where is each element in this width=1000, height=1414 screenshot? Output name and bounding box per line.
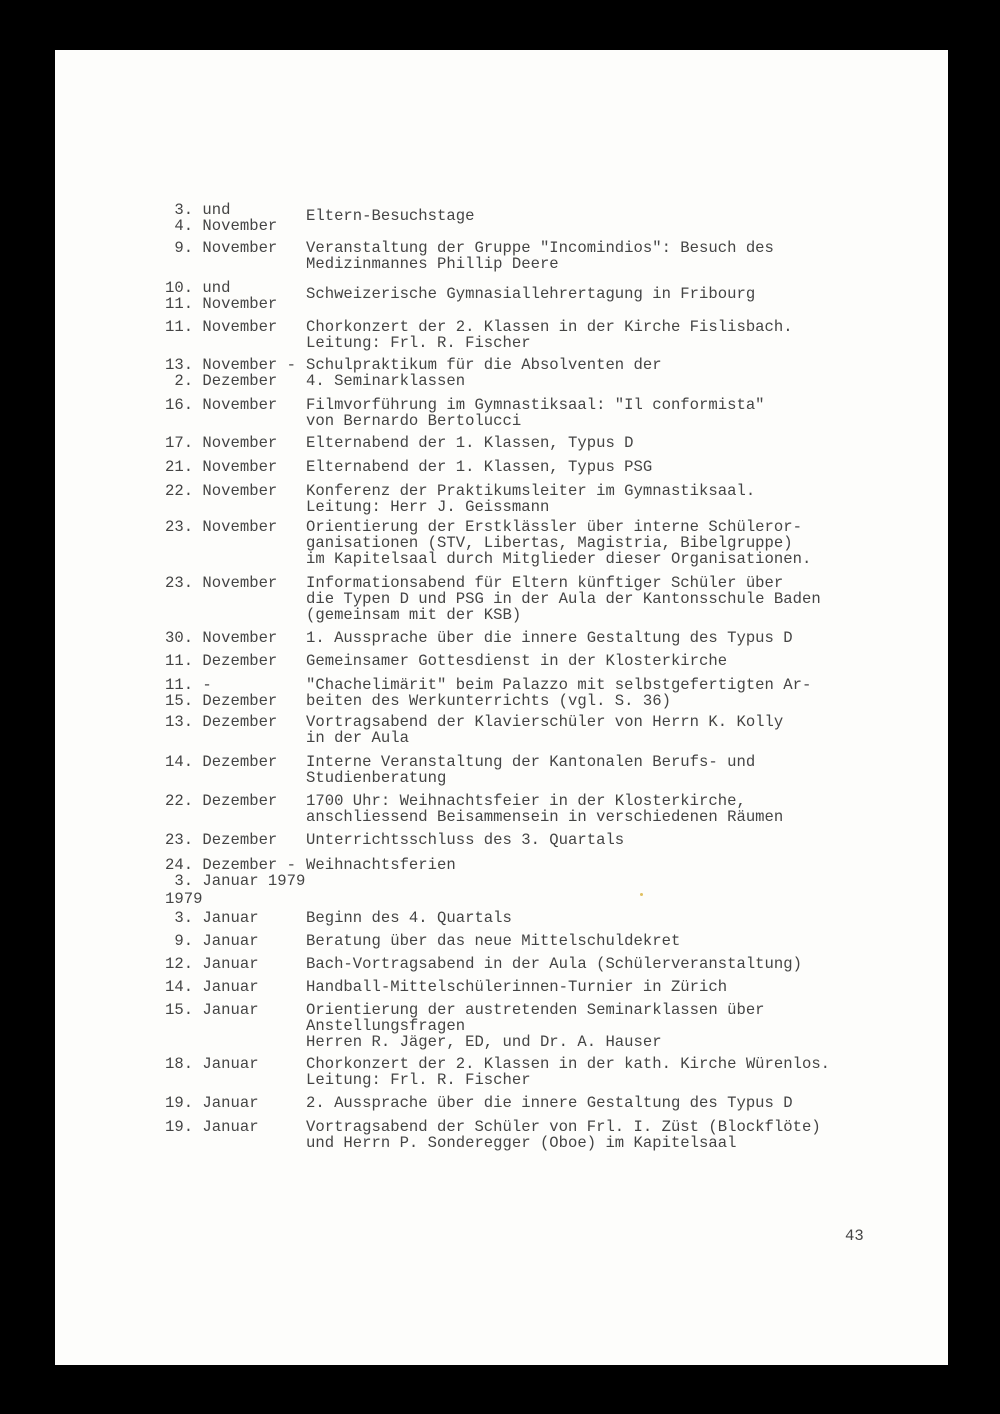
event-description-line: Bach-Vortragsabend in der Aula (Schülerveranstaltung) xyxy=(306,955,802,973)
event-date-line: 17. November xyxy=(165,434,278,452)
event-description xyxy=(306,240,774,272)
year-heading: 1979 xyxy=(165,890,203,908)
event-date xyxy=(165,933,259,949)
document-page xyxy=(55,50,948,1365)
event-date-line: 23. Dezember xyxy=(165,831,278,849)
event-description-line: Leitung: Frl. R. Fischer xyxy=(306,334,531,352)
event-description xyxy=(306,483,755,515)
event-description xyxy=(306,435,634,451)
event-date xyxy=(165,793,277,809)
event-date xyxy=(165,280,277,312)
event-date xyxy=(165,240,277,256)
event-date xyxy=(165,459,277,475)
event-description-line: von Bernardo Bertolucci xyxy=(306,412,522,430)
event-description xyxy=(306,1095,793,1111)
event-description-line: Beginn des 4. Quartals xyxy=(306,909,512,927)
event-date-line: 23. November xyxy=(165,574,278,592)
event-date-line: 12. Januar xyxy=(165,955,259,973)
event-date-line: 3. und xyxy=(165,201,231,219)
event-description-line: Schweizerische Gymnasiallehrertagung in Fribourg xyxy=(306,285,756,303)
event-date xyxy=(165,1002,259,1018)
event-date xyxy=(165,910,259,926)
event-date-line: 16. November xyxy=(165,396,278,414)
event-description-line: Filmvorführung im Gymnastiksaal: "Il conformista" xyxy=(306,396,765,414)
event-description xyxy=(306,677,811,709)
event-description xyxy=(306,459,652,475)
event-date xyxy=(165,483,277,499)
event-description xyxy=(306,208,474,224)
event-description xyxy=(306,519,811,567)
event-date-line: 3. Januar xyxy=(165,909,259,927)
event-description xyxy=(306,857,456,873)
event-date xyxy=(165,979,259,995)
event-date xyxy=(165,857,305,889)
event-description-line: 4. Seminarklassen xyxy=(306,372,466,390)
event-date-line: 14. Dezember xyxy=(165,753,278,771)
event-date xyxy=(165,575,277,591)
event-description xyxy=(306,714,783,746)
event-date xyxy=(165,956,259,972)
event-description-line: Orientierung der austretenden Seminarklassen über xyxy=(306,1001,765,1019)
event-description xyxy=(306,653,727,669)
event-description xyxy=(306,630,793,646)
event-description-line: die Typen D und PSG in der Aula der Kantonsschule Baden xyxy=(306,590,821,608)
event-description-line: Beratung über das neue Mittelschuldekret xyxy=(306,932,681,950)
event-date xyxy=(165,754,277,770)
event-description-line: Konferenz der Praktikumsleiter im Gymnastiksaal. xyxy=(306,482,756,500)
event-description-line: Orientierung der Erstklässler über interne Schüleror- xyxy=(306,518,802,536)
event-date-line: 18. Januar xyxy=(165,1055,259,1073)
event-description-line: 1. Aussprache über die innere Gestaltung des Typus D xyxy=(306,629,793,647)
event-description-line: Interne Veranstaltung der Kantonalen Berufs- und xyxy=(306,753,756,771)
event-date-line: 9. Januar xyxy=(165,932,259,950)
page-number: 43 xyxy=(845,1227,864,1245)
event-date-line: 11. November xyxy=(165,295,278,313)
event-description-line: Handball-Mittelschülerinnen-Turnier in Zürich xyxy=(306,978,728,996)
event-date xyxy=(165,832,277,848)
event-description-line: Elternabend der 1. Klassen, Typus D xyxy=(306,434,634,452)
event-date-line: 2. Dezember xyxy=(165,372,278,390)
event-date-line: 11. Dezember xyxy=(165,652,278,670)
event-date-line: 13. November - xyxy=(165,356,297,374)
event-date xyxy=(165,653,277,669)
event-date-line: 30. November xyxy=(165,629,278,647)
event-date-line: 9. November xyxy=(165,239,278,257)
event-date-line: 4. November xyxy=(165,217,278,235)
event-description xyxy=(306,910,512,926)
event-description xyxy=(306,956,802,972)
event-date-line: 14. Januar xyxy=(165,978,259,996)
event-date xyxy=(165,714,277,730)
event-date-line: 3. Januar 1979 xyxy=(165,872,306,890)
event-date-line: 11. - xyxy=(165,676,212,694)
event-description-line: Chorkonzert der 2. Klassen in der kath. Kirche Würenlos. xyxy=(306,1055,831,1073)
event-date xyxy=(165,630,277,646)
event-date xyxy=(165,519,277,535)
event-description-line: (gemeinsam mit der KSB) xyxy=(306,606,522,624)
event-description-line: Eltern-Besuchstage xyxy=(306,207,475,225)
event-description-line: Leitung: Frl. R. Fischer xyxy=(306,1071,531,1089)
event-description-line: ganisationen (STV, Libertas, Magistria, Bibelgruppe) xyxy=(306,534,793,552)
event-date xyxy=(165,319,277,335)
event-description-line: Vortragsabend der Schüler von Frl. I. Züst (Blockflöte) xyxy=(306,1118,821,1136)
event-description-line: Gemeinsamer Gottesdienst in der Klosterkirche xyxy=(306,652,728,670)
event-description-line: Herren R. Jäger, ED, und Dr. A. Hauser xyxy=(306,1033,662,1051)
event-description-line: Veranstaltung der Gruppe "Incomindios": Besuch des xyxy=(306,239,774,257)
event-date-line: 11. November xyxy=(165,318,278,336)
event-date xyxy=(165,397,277,413)
event-description xyxy=(306,832,624,848)
event-description-line: und Herrn P. Sonderegger (Oboe) im Kapitelsaal xyxy=(306,1134,737,1152)
event-description xyxy=(306,357,662,389)
event-description-line: Elternabend der 1. Klassen, Typus PSG xyxy=(306,458,653,476)
event-date-line: 19. Januar xyxy=(165,1094,259,1112)
event-date-line: 24. Dezember - xyxy=(165,856,297,874)
event-description-line: beiten des Werkunterrichts (vgl. S. 36) xyxy=(306,692,671,710)
event-description xyxy=(306,397,765,429)
event-description xyxy=(306,754,755,786)
event-description xyxy=(306,575,821,623)
event-date-line: 22. November xyxy=(165,482,278,500)
event-description xyxy=(306,1119,821,1151)
event-description xyxy=(306,319,793,351)
event-date-line: 13. Dezember xyxy=(165,713,278,731)
event-date-line: 21. November xyxy=(165,458,278,476)
event-description xyxy=(306,1002,765,1050)
event-date-line: 22. Dezember xyxy=(165,792,278,810)
scan-speck xyxy=(640,893,643,896)
event-date xyxy=(165,1056,259,1072)
event-date-line: 19. Januar xyxy=(165,1118,259,1136)
event-description-line: in der Aula xyxy=(306,729,409,747)
event-description xyxy=(306,933,680,949)
event-description-line: 1700 Uhr: Weihnachtsfeier in der Klosterkirche, xyxy=(306,792,746,810)
event-description-line: Medizinmannes Phillip Deere xyxy=(306,255,559,273)
event-description-line: Schulpraktikum für die Absolventen der xyxy=(306,356,662,374)
event-description-line: "Chachelimärit" beim Palazzo mit selbstgefertigten Ar- xyxy=(306,676,812,694)
event-description-line: Leitung: Herr J. Geissmann xyxy=(306,498,550,516)
event-date xyxy=(165,677,277,709)
event-description xyxy=(306,1056,830,1088)
event-date xyxy=(165,1095,259,1111)
event-description xyxy=(306,793,783,825)
event-description-line: Studienberatung xyxy=(306,769,447,787)
event-description-line: im Kapitelsaal durch Mitglieder dieser Organisationen. xyxy=(306,550,812,568)
event-date-line: 15. Januar xyxy=(165,1001,259,1019)
event-date-line: 23. November xyxy=(165,518,278,536)
event-date-line: 10. und xyxy=(165,279,231,297)
event-date xyxy=(165,435,277,451)
event-description-line: Informationsabend für Eltern künftiger Schüler über xyxy=(306,574,784,592)
event-description-line: Unterrichtsschluss des 3. Quartals xyxy=(306,831,625,849)
event-description-line: anschliessend Beisammensein in verschiedenen Räumen xyxy=(306,808,784,826)
event-date xyxy=(165,1119,259,1135)
event-date xyxy=(165,202,277,234)
event-date-line: 15. Dezember xyxy=(165,692,278,710)
event-description xyxy=(306,286,755,302)
event-description-line: Chorkonzert der 2. Klassen in der Kirche Fislisbach. xyxy=(306,318,793,336)
event-description-line: 2. Aussprache über die innere Gestaltung des Typus D xyxy=(306,1094,793,1112)
event-date xyxy=(165,357,296,389)
event-description-line: Weihnachtsferien xyxy=(306,856,456,874)
event-description-line: Vortragsabend der Klavierschüler von Herrn K. Kolly xyxy=(306,713,784,731)
event-description xyxy=(306,979,727,995)
event-description-line: Anstellungsfragen xyxy=(306,1017,466,1035)
